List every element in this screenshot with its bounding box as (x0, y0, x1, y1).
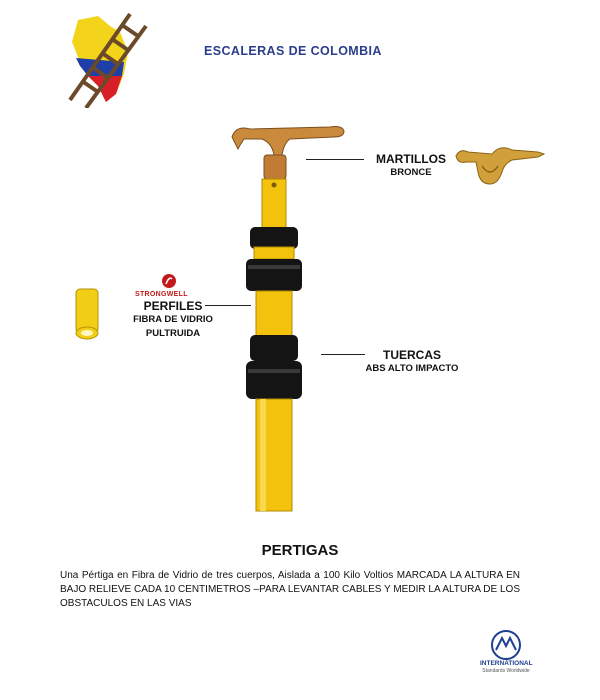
product-title: PERTIGAS (261, 542, 339, 559)
perfiles-leader-line (205, 305, 251, 306)
cert-sub: Standards Worldwide (482, 668, 530, 674)
tuercas-label (357, 348, 467, 376)
hook-thumbnail (452, 138, 548, 190)
product-description: Una Pértiga en Fibra de Vidrio de tres cuerpos, Aislada a 100 Kilo Voltios MARCADA LA ALTURA EN BAJO RELIEVE CADA 10 CENTIMETROS –PARA LEVANTAR CABLES Y MEDIR LA ALTURA DE LOS OBSTACULOS EN LAS VIAS (60, 570, 520, 609)
strongwell-logo-icon (161, 273, 177, 289)
tuercas-sub: ABS ALTO IMPACTO (365, 363, 459, 374)
company-name: ESCALERAS DE COLOMBIA (204, 44, 382, 58)
pole-image (210, 115, 360, 515)
perfiles-sub2: PULTRUIDA (145, 328, 201, 339)
martillos-title: MARTILLOS (376, 152, 446, 166)
martillos-sub: BRONCE (390, 167, 432, 178)
perfiles-sub1: FIBRA DE VIDRIO (133, 314, 213, 325)
perfiles-title: PERFILES (143, 299, 203, 313)
strongwell-brand: STRONGWELL (135, 291, 188, 298)
profile-tube-thumbnail (70, 285, 106, 341)
martillos-label (368, 152, 454, 180)
tuercas-title: TUERCAS (382, 348, 441, 362)
astm-international-logo (484, 630, 528, 660)
martillos-leader-line (306, 159, 364, 160)
ladder-colombia-map-logo (58, 12, 150, 108)
cert-text: INTERNATIONAL (480, 660, 533, 667)
